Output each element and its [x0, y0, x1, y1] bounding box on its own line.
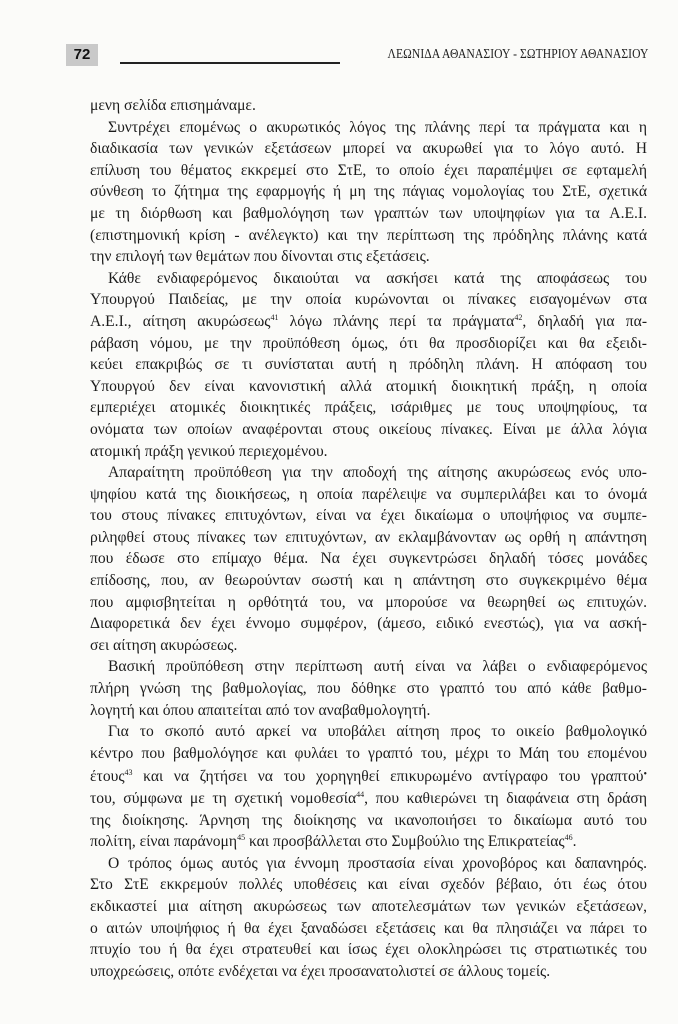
text-line	[90, 656, 647, 678]
line-text: που αμφισβητείται η ορθότητά του, να μπορούσε να θεωρηθεί ως επιτυχών.	[90, 593, 647, 611]
line-text: Α.Ε.Ι., αίτηση ακυρώσεως	[90, 312, 271, 330]
line-text: Για το σκοπό αυτό αρκεί να υποβάλει αίτηση προς το οικείο βαθμολογικό	[108, 723, 647, 741]
text-line	[90, 441, 647, 463]
line-text: κεύει επακριβώς σε τι συνίσταται αυτή η πρόδηλη πλάνη. Η απόφαση του	[90, 356, 647, 374]
line-text: υποχρεώσεις, οπότε ενδέχεται να έχει προσανατολιστεί σε άλλους τομείς.	[90, 962, 551, 980]
line-text: και προσβάλλεται στο Συμβούλιο της Επικρατείας	[245, 833, 565, 851]
line-text: πολίτη, είναι παράνομη	[90, 833, 238, 851]
line-text: ράβαση νόμου, με την προϋπόθεση όμως, ότι θα προσδιορίζει και θα εξειδι-	[90, 334, 647, 352]
line-text: εκδικαστεί μια αίτηση ακυρώσεως των αποτελεσμάτων των γενικών εξετάσεων,	[90, 897, 647, 915]
text-line	[90, 592, 647, 614]
line-text: της διοίκησης. Άρνηση της διοίκησης να ικανοποιήσει το δικαίωμα αυτό του	[90, 811, 647, 829]
running-head: ΛΕΩΝΙΔΑ ΑΘΑΝΑΣΙΟΥ - ΣΩΤΗΡΙΟΥ ΑΘΑΝΑΣΙΟΥ	[387, 46, 648, 61]
page-header	[66, 44, 654, 70]
text-line	[90, 354, 647, 376]
text-line	[90, 311, 647, 333]
line-text: , που καθιερώνει τη διαφάνεια στη δράση	[364, 790, 647, 807]
text-line	[90, 203, 647, 225]
footnote-ref: 46	[564, 833, 573, 843]
line-text: μενη σελίδα επισημάναμε.	[90, 97, 256, 114]
line-text: Κάθε ενδιαφερόμενος δικαιούται να ασκήσει κατά της αποφάσεως του	[108, 269, 647, 287]
line-text: σει αίτηση ακυρώσεως.	[90, 636, 238, 654]
text-line	[90, 678, 647, 700]
footnote-ref: 44	[356, 790, 365, 799]
paragraph	[90, 853, 647, 983]
text-line	[90, 788, 647, 810]
line-text: επίδοσης, που, αν θεωρούνταν σωστή και η απάντηση στο συγκεκριμένο θέμα	[90, 572, 647, 590]
text-line	[90, 874, 647, 896]
line-text: του στους πίνακες επιτυχόντων, είναι να έχει δικαίωμα ο υποψήφιος να συμπε-	[90, 507, 647, 525]
text-line	[90, 289, 647, 311]
text-line	[90, 570, 647, 592]
paragraph	[90, 462, 647, 656]
text-line	[90, 896, 647, 918]
text-line	[90, 117, 647, 139]
line-text: ριληφθεί στους πίνακες των επιτυχόντων, αν εκλαμβάνονταν ως ορθή η απάντηση	[90, 528, 647, 546]
text-line	[90, 95, 647, 117]
paragraph	[90, 117, 647, 268]
text-line	[90, 635, 647, 657]
line-text: Διαφορετικά δεν έχει έννομο συμφέρον, (άμεσο, ειδικό ενεστώς), για να ασκή-	[90, 615, 647, 633]
paragraph	[90, 721, 647, 853]
text-line	[90, 397, 647, 419]
line-text: κέντρο που βαθμολόγησε και φυλάει το γραπτό του, μέχρι το Μάη του επομένου	[90, 744, 647, 762]
text-line	[90, 527, 647, 549]
line-text: Ο τρόπος όμως αυτός για έννομη προστασία είναι χρονοβόρος και δαπανηρός.	[108, 854, 647, 872]
text-line	[90, 462, 647, 484]
line-text: Βασική προϋπόθεση στην περίπτωση αυτή είναι να λάβει ο ενδιαφερόμενος	[108, 658, 647, 676]
line-text: που έδωσε στο επίμαχο θέμα. Να έχει συγκεντρώσει δηλαδή τόσες μονάδες	[90, 550, 647, 568]
paragraph	[90, 656, 647, 721]
text-line	[90, 419, 647, 441]
line-text: και να ζητήσει να του χορηγηθεί επικυρωμένο αντίγραφο του γραπτού	[132, 768, 644, 786]
text-line	[90, 268, 647, 290]
line-text: ατομική πράξη γενικού περιεχομένου.	[90, 442, 328, 460]
line-text: , δηλαδή για πα-	[522, 312, 648, 330]
line-text: έτους	[90, 768, 125, 786]
text-line	[90, 138, 647, 160]
text-line	[90, 764, 647, 788]
line-text: ο αιτών υποψήφιος ή θα έχει ξαναδώσει εξετάσεις και θα πλησιάζει να πάρει το	[90, 919, 647, 937]
line-text: του, σύμφωνα με τη σχετική νομοθεσία	[90, 790, 357, 807]
line-text: ψηφίου κατά της διοικήσεως, η οποία παρέλειψε να συμπεριλάβει και το όνομά	[90, 485, 647, 503]
line-text: (επιστημονική κρίση - ανέλεγκτο) και την περίπτωση της πρόδηλης πλάνης κατά	[90, 226, 647, 244]
text-line	[90, 853, 647, 875]
text-line	[90, 831, 647, 853]
line-text: Υπουργού Παιδείας, με την οποία κυρώνονται οι πίνακες εισαγομένων στα	[90, 291, 647, 309]
text-line	[90, 743, 647, 765]
line-text: εμπεριέχει ατομικές διοικητικές πράξεις, ισάριθμες με τους υποψηφίους, τα	[90, 399, 647, 417]
text-line	[90, 961, 647, 983]
page-number: 72	[66, 44, 98, 66]
footnote-ref: 41	[270, 312, 279, 322]
line-text: ονόματα των οποίων αναφέρονται στους οικείους πίνακες. Είναι με άλλα λόγια	[90, 420, 647, 438]
text-line	[90, 700, 647, 722]
text-line	[90, 246, 647, 268]
text-line	[90, 918, 647, 940]
line-text: Στο ΣτΕ εκκρεμούν πολλές υποθέσεις και είναι σχεδόν βέβαιο, ότι έως ότου	[90, 876, 647, 894]
paragraph	[90, 268, 647, 462]
text-line	[90, 484, 647, 506]
line-text: σύνθεση το ζήτημα της εφαρμογής ή μη της πάγιας νομολογίας του ΣτΕ, σχετικά	[90, 183, 647, 201]
text-line	[90, 939, 647, 961]
header-rule	[120, 62, 340, 64]
text-line	[90, 181, 647, 203]
footnote-ref: 43	[124, 768, 133, 778]
line-text: Συντρέχει επομένως ο ακυρωτικός λόγος της πλάνης περί τα πράγματα και η	[108, 118, 647, 136]
line-text: πλήρη γνώση της βαθμολογίας, που δόθηκε στο γραπτό του από κάθε βαθμο-	[90, 680, 647, 698]
footnote-ref: 42	[514, 312, 523, 322]
text-line	[90, 721, 647, 743]
line-text: με τη διόρθωση και βαθμολόγηση των γραπτών των υποψηφίων για τα Α.Ε.Ι.	[90, 204, 647, 222]
line-text: λογητή και όπου απαιτείται από τον αναβαθμολογητή.	[90, 701, 431, 719]
line-text: διαδικασία των γενικών εξετάσεων μπορεί να ακυρωθεί για το λόγο αυτό. Η	[90, 140, 647, 158]
line-text: Απαραίτητη προϋπόθεση για την αποδοχή της αίτησης ακυρώσεως ενός υπο-	[108, 464, 647, 482]
text-line	[90, 225, 647, 247]
paragraph	[90, 95, 647, 117]
body-text	[90, 95, 647, 982]
text-line	[90, 548, 647, 570]
line-text: επίλυση του θέματος εκκρεμεί στο ΣτΕ, το οποίο έχει παραπέμψει σε εφταμελή	[90, 161, 647, 179]
margin-mark: •	[643, 769, 647, 781]
text-line	[90, 376, 647, 398]
text-line	[90, 810, 647, 832]
line-text: πτυχίο του ή θα έχει στρατευθεί και ίσως έχει ολοκληρώσει τις στρατιωτικές του	[90, 941, 647, 959]
line-text: .	[572, 833, 577, 851]
text-line	[90, 505, 647, 527]
text-line	[90, 613, 647, 635]
line-text: Υπουργού δεν είναι κανονιστική αλλά ατομική διοικητική πράξη, η οποία	[90, 377, 647, 395]
footnote-ref: 45	[237, 833, 246, 843]
line-text: την επιλογή των θεμάτων που δίνονται στις εξετάσεις.	[90, 248, 430, 266]
text-line	[90, 333, 647, 355]
line-text: λόγω πλάνης περί τα πράγματα	[278, 312, 515, 330]
text-line	[90, 160, 647, 182]
